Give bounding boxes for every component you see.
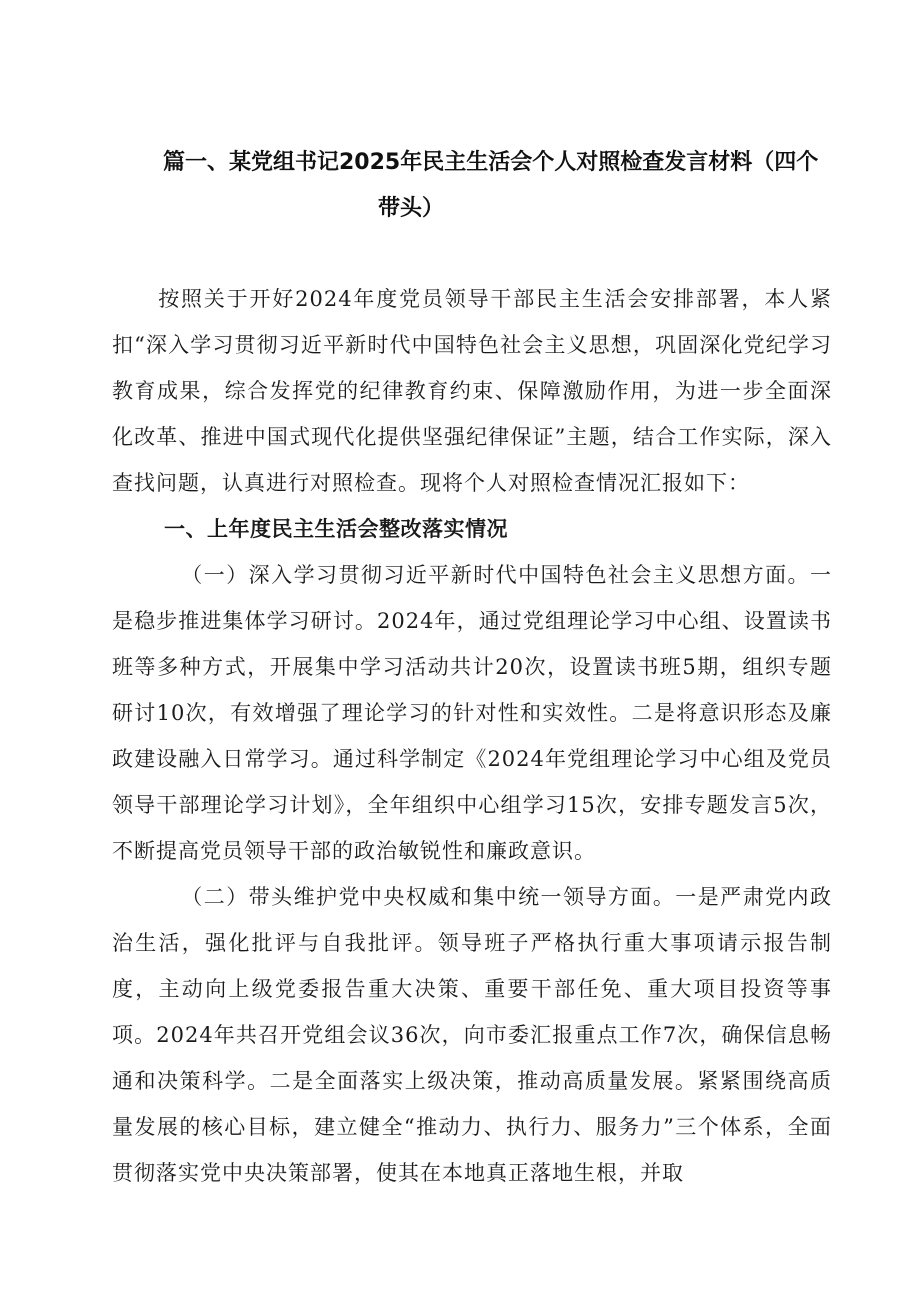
section-heading: 一、上年度民主生活会整改落实情况 xyxy=(164,517,508,541)
intro-paragraph: 按照关于开好2024年度党员领导干部民主生活会安排部署，本人紧扣“深入学习贯彻习近平新时代中国特色社会主义思想，巩固深化党纪学习教育成果，综合发挥党的纪律教育约束、保障激励作用，为进一步全面深化改革、推进中国式现代化提供坚强纪律保证”主题，结合工作实际，深入查找问题，认真进行对照检查。现将个人对照检查情况汇报如下： xyxy=(112,287,832,495)
title-line-1: 篇一、某党组书记2025年民主生活会个人对照检查发言材料（四个 xyxy=(163,150,819,175)
title-line-2: 带头） xyxy=(378,196,445,221)
document-title xyxy=(163,140,863,232)
document-body xyxy=(112,276,832,1196)
subsection-1-paragraph: （一）深入学习贯彻习近平新时代中国特色社会主义思想方面。一是稳步推进集体学习研讨。2024年，通过党组理论学习中心组、设置读书班等多种方式，开展集中学习活动共计20次，设置读书班5期，组织专题研讨10次，有效增强了理论学习的针对性和实效性。二是将意识形态及廉政建设融入日常学习。通过科学制定《2024年党组理论学习中心组及党员领导干部理论学习计划》，全年组织中心组学习15次，安排专题发言5次，不断提高党员领导干部的政治敏锐性和廉政意识。 xyxy=(112,563,832,863)
subsection-2-paragraph: （二）带头维护党中央权威和集中统一领导方面。一是严肃党内政治生活，强化批评与自我批评。领导班子严格执行重大事项请示报告制度，主动向上级党委报告重大决策、重要干部任免、重大项目投资等事项。2024年共召开党组会议36次，向市委汇报重点工作7次，确保信息畅通和决策科学。二是全面落实上级决策，推动高质量发展。紧紧围绕高质量发展的核心目标，建立健全“推动力、执行力、服务力”三个体系，全面贯彻落实党中央决策部署，使其在本地真正落地生根，并取 xyxy=(112,885,832,1185)
